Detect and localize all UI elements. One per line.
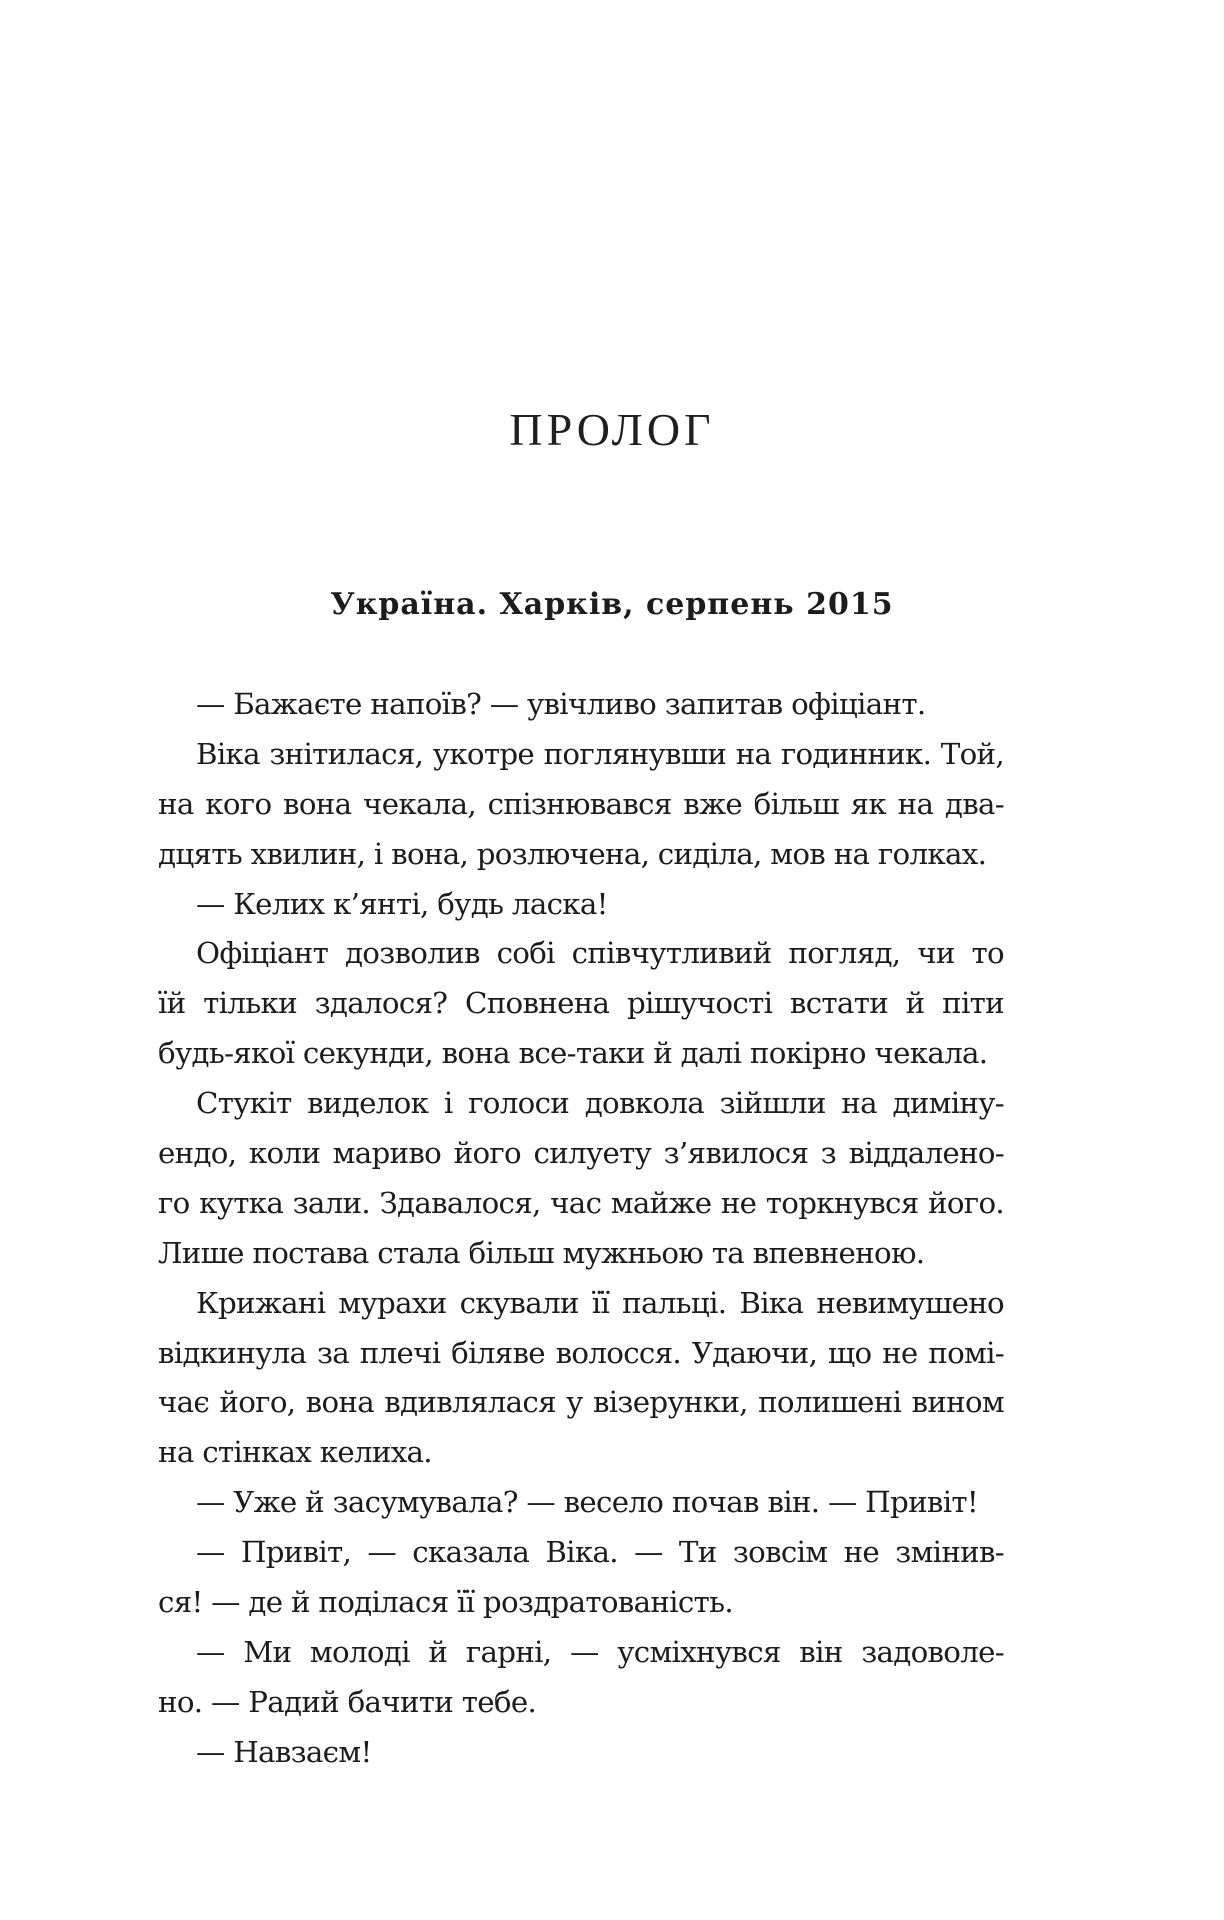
text-line: — Ми молоді й гарні, — усміхнувся він задоволе- xyxy=(196,1634,1004,1669)
text-line: Стукіт виделок і голоси довкола зійшли на диміну- xyxy=(196,1086,1004,1121)
body-text xyxy=(158,680,1004,1778)
chapter-title: ПРОЛОГ xyxy=(509,404,715,455)
text-line: їй тільки здалося? Сповнена рішучості встати й піти xyxy=(158,986,1004,1021)
text-line: — Уже й засумувала? — весело почав він. — Привіт! xyxy=(196,1485,978,1520)
text-line: — Навзаєм! xyxy=(196,1734,372,1769)
text-line: відкинула за плечі біляве волосся. Удаючи, що не помі- xyxy=(158,1335,1004,1370)
text-line: ендо, коли мариво його силуету з’явилося з віддалено- xyxy=(158,1136,1004,1171)
chapter-subtitle: Україна. Харків, серпень 2015 xyxy=(330,587,894,622)
text-line: ся! — де й поділася її роздратованість. xyxy=(158,1585,733,1620)
text-line: на стінках келиха. xyxy=(158,1435,432,1470)
text-line: Лише постава стала більш мужньою та впевненою. xyxy=(158,1235,925,1270)
text-line: дцять хвилин, і вона, розлючена, сиділа, мов на голках. xyxy=(158,836,987,871)
text-line: но. — Радий бачити тебе. xyxy=(158,1684,537,1719)
text-line: Офіціант дозволив собі співчутливий погляд, чи то xyxy=(196,936,1004,971)
text-line: го кутка зали. Здавалося, час майже не торкнувся його. xyxy=(158,1185,1004,1220)
text-line: — Келих к’янті, будь ласка! xyxy=(196,886,608,921)
text-line: чає його, вона вдивлялася у візерунки, полишені вином xyxy=(158,1385,1004,1420)
text-line: будь-якої секунди, вона все-таки й далі покірно чекала. xyxy=(158,1036,988,1071)
text-line: — Бажаєте напоїв? — увічливо запитав офіціант. xyxy=(196,687,926,721)
text-line: Віка знітилася, укотре поглянувши на годинник. Той, xyxy=(196,736,1004,771)
text-line: на кого вона чекала, спізнювався вже більш як на два- xyxy=(158,786,1004,821)
text-line: — Привіт, — сказала Віка. — Ти зовсім не змінив- xyxy=(196,1535,1004,1570)
text-line: Крижані мурахи скували її пальці. Віка невимушено xyxy=(196,1285,1004,1320)
